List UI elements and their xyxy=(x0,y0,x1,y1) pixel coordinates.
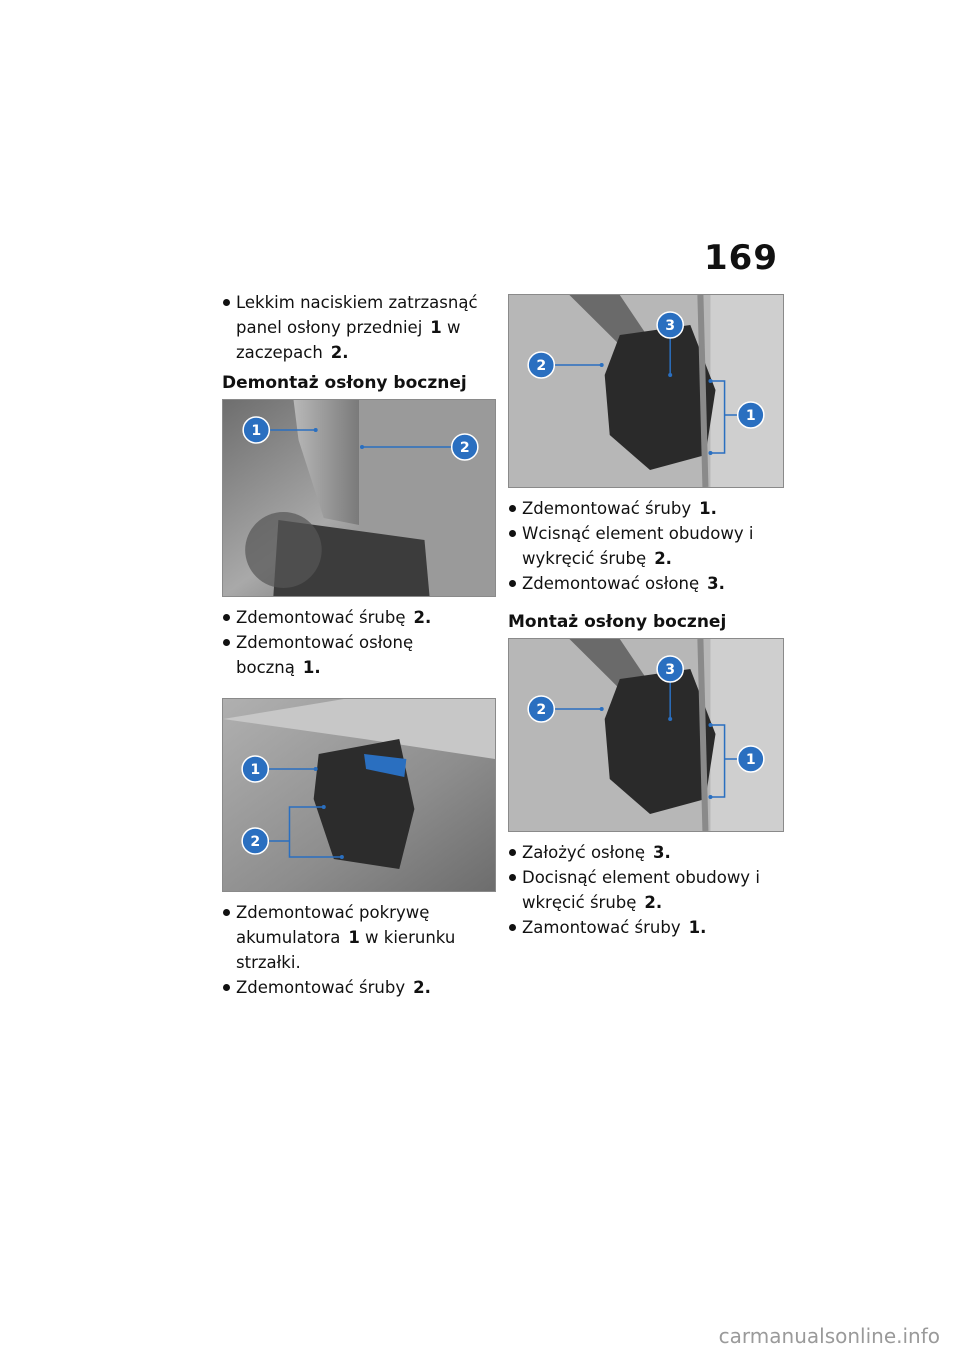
callout-1: 1 xyxy=(745,752,756,768)
callout-1: 1 xyxy=(250,762,261,778)
callout-2: 2 xyxy=(250,834,261,850)
section-heading-removal: Demontaż osłony bocznej xyxy=(222,373,467,393)
step-text: Lekkim naciskiem zatrzasnąć panel osłony przedniej xyxy=(236,293,478,337)
watermark: carmanualsonline.info xyxy=(718,1324,940,1348)
left-column xyxy=(222,290,494,1000)
step: Zamontować śruby 1. xyxy=(508,915,782,940)
step-ref: 2 xyxy=(330,343,343,362)
callout-1: 1 xyxy=(745,408,756,424)
step: Założyć osłonę 3. xyxy=(508,840,782,865)
step: Zdemontować osłonę boczną 1. xyxy=(222,630,494,680)
step-ref: 1 xyxy=(430,318,442,337)
step: Zdemontować osłonę 3. xyxy=(508,571,782,596)
figure-side-cover xyxy=(222,399,496,597)
step: Zdemontować śruby 2. xyxy=(222,975,494,1000)
callout-2: 2 xyxy=(459,440,470,456)
step: Docisnąć element obudowy i wkręcić śrubę 2. xyxy=(508,865,782,915)
right-column xyxy=(508,290,782,940)
figure-cover-install xyxy=(508,638,784,832)
intro-step: Lekkim naciskiem zatrzasnąć panel osłony przedniej 1 w zaczepach 2. xyxy=(222,290,494,365)
callout-1: 1 xyxy=(251,423,262,439)
callout-2: 2 xyxy=(536,358,547,374)
figure-cover-removal xyxy=(508,294,784,488)
page-number: 169 xyxy=(704,238,778,278)
figure-battery-cover xyxy=(222,698,496,892)
callout-3: 3 xyxy=(665,662,676,678)
step: Zdemontować śrubę 2. xyxy=(222,605,494,630)
section-heading-install: Montaż osłony bocznej xyxy=(508,612,727,632)
step: Zdemontować śruby 1. xyxy=(508,496,782,521)
step-text: w zaczepach xyxy=(236,318,461,362)
callout-3: 3 xyxy=(665,318,676,334)
step: Zdemontować pokrywę akumulatora 1 w kierunku strzałki. xyxy=(222,900,494,975)
step: Wcisnąć element obudowy i wykręcić śrubę 2. xyxy=(508,521,782,571)
callout-2: 2 xyxy=(536,702,547,718)
